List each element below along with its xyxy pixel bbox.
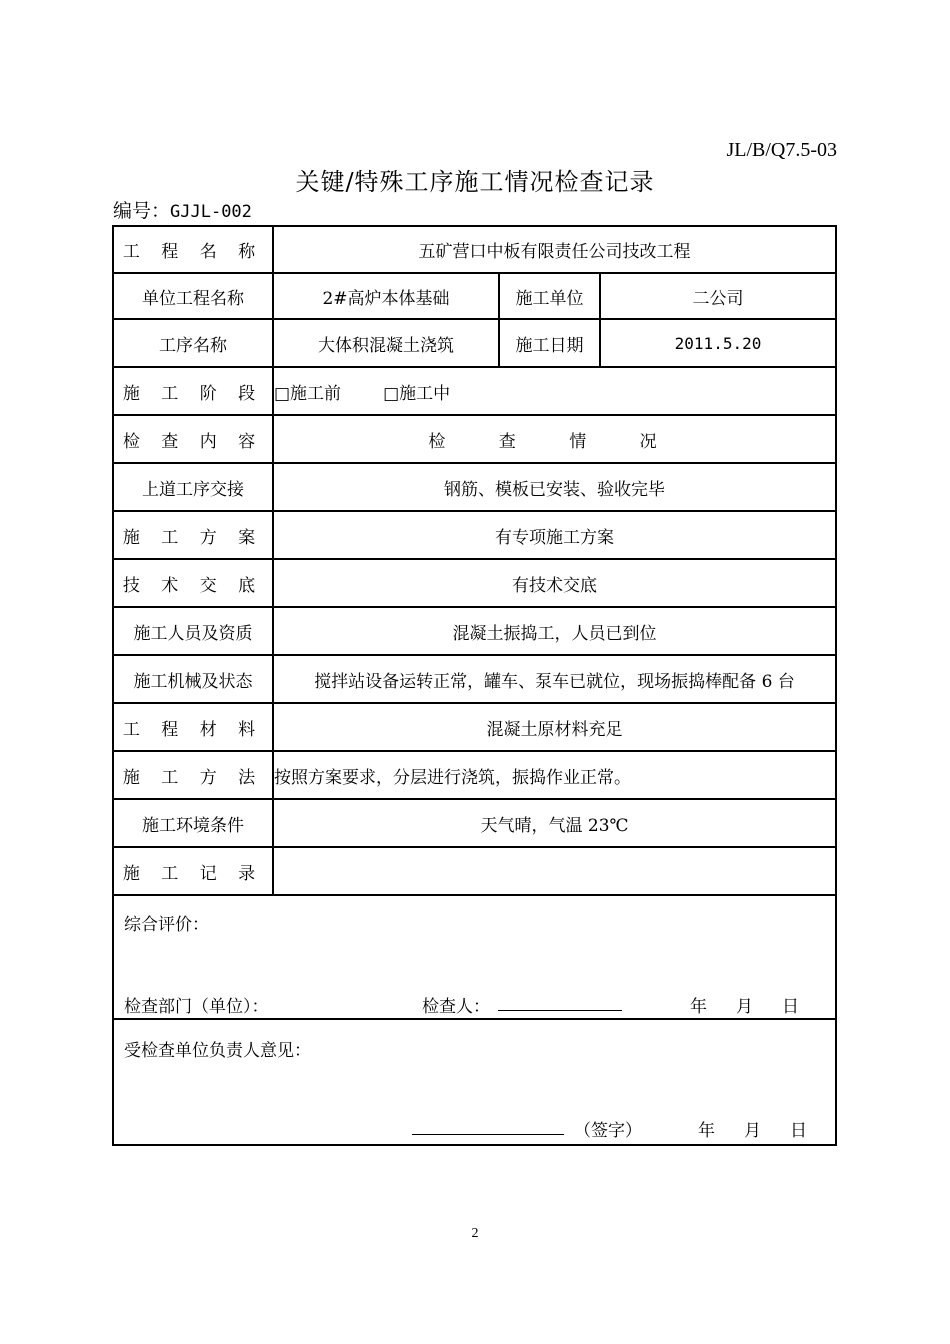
row-evaluation (113, 895, 836, 1019)
handover-value: 钢筋、模板已安装、验收完毕 (273, 463, 836, 511)
inspection-content-label: 检 查 内 容 (113, 415, 273, 463)
inspection-form-table (112, 225, 837, 1146)
disclosure-label: 技 术 交 底 (113, 559, 273, 607)
evaluation-label: 综合评价： (124, 915, 209, 935)
stage-label: 施 工 阶 段 (113, 367, 273, 415)
row-unit-project (113, 273, 836, 319)
page-number: 2 (471, 1226, 479, 1241)
row-materials (113, 703, 836, 751)
construction-unit-label: 施工单位 (499, 273, 600, 319)
evaluation-signature-row (124, 992, 825, 1017)
sign-label: （签字） (574, 1121, 642, 1141)
construction-date-value: 2011.5.20 (600, 319, 836, 367)
record-value[interactable] (273, 847, 836, 895)
row-process (113, 319, 836, 367)
serial-number (113, 196, 252, 223)
row-environment (113, 799, 836, 847)
evaluation-date: 年 月 日 (690, 997, 805, 1017)
serial-label: 编号： (113, 200, 171, 222)
plan-label: 施 工 方 案 (113, 511, 273, 559)
construction-unit-value: 二公司 (600, 273, 836, 319)
opinion-label: 受检查单位负责人意见： (124, 1041, 311, 1061)
unit-project-label: 单位工程名称 (113, 273, 273, 319)
process-name-label: 工序名称 (113, 319, 273, 367)
row-personnel (113, 607, 836, 655)
personnel-value: 混凝土振捣工，人员已到位 (273, 607, 836, 655)
opinion-date: 年 月 日 (698, 1121, 813, 1141)
stage-options (273, 367, 836, 415)
row-handover (113, 463, 836, 511)
row-opinion (113, 1019, 836, 1145)
row-disclosure (113, 559, 836, 607)
inspector-signature-line[interactable] (498, 992, 622, 1011)
personnel-label: 施工人员及资质 (113, 607, 273, 655)
record-label: 施 工 记 录 (113, 847, 273, 895)
page-title: 关键/特殊工序施工情况检查记录 (295, 168, 655, 196)
row-plan (113, 511, 836, 559)
inspector-label: 检查人： (422, 997, 490, 1017)
row-record (113, 847, 836, 895)
environment-value: 天气晴，气温 23℃ (273, 799, 836, 847)
disclosure-value: 有技术交底 (273, 559, 836, 607)
serial-value: GJJL-002 (170, 202, 252, 222)
project-name-label: 工 程 名 称 (113, 226, 273, 273)
row-machinery (113, 655, 836, 703)
checkbox-during-construction[interactable]: □施工中 (383, 383, 451, 404)
responsible-signature-line[interactable] (412, 1116, 564, 1135)
row-inspection-header (113, 415, 836, 463)
row-stage (113, 367, 836, 415)
construction-date-label: 施工日期 (499, 319, 600, 367)
inspection-status-label: 检 查 情 况 (273, 415, 836, 463)
handover-label: 上道工序交接 (113, 463, 273, 511)
checkbox-before-construction[interactable]: □施工前 (274, 383, 342, 404)
method-label: 施 工 方 法 (113, 751, 273, 799)
evaluation-block[interactable] (113, 895, 836, 1019)
row-method (113, 751, 836, 799)
row-project-name (113, 226, 836, 273)
materials-value: 混凝土原材料充足 (273, 703, 836, 751)
method-value: 按照方案要求，分层进行浇筑，振捣作业正常。 (273, 751, 836, 799)
inspection-dept-label: 检查部门（单位）： (124, 997, 269, 1017)
environment-label: 施工环境条件 (113, 799, 273, 847)
process-name-value: 大体积混凝土浇筑 (273, 319, 499, 367)
machinery-value: 搅拌站设备运转正常，罐车、泵车已就位，现场振捣棒配备 6 台 (273, 655, 836, 703)
document-code: JL/B/Q7.5-03 (726, 139, 837, 161)
opinion-block[interactable] (113, 1019, 836, 1145)
project-name-value: 五矿营口中板有限责任公司技改工程 (273, 226, 836, 273)
unit-project-value: 2#高炉本体基础 (273, 273, 499, 319)
materials-label: 工 程 材 料 (113, 703, 273, 751)
plan-value: 有专项施工方案 (273, 511, 836, 559)
machinery-label: 施工机械及状态 (113, 655, 273, 703)
